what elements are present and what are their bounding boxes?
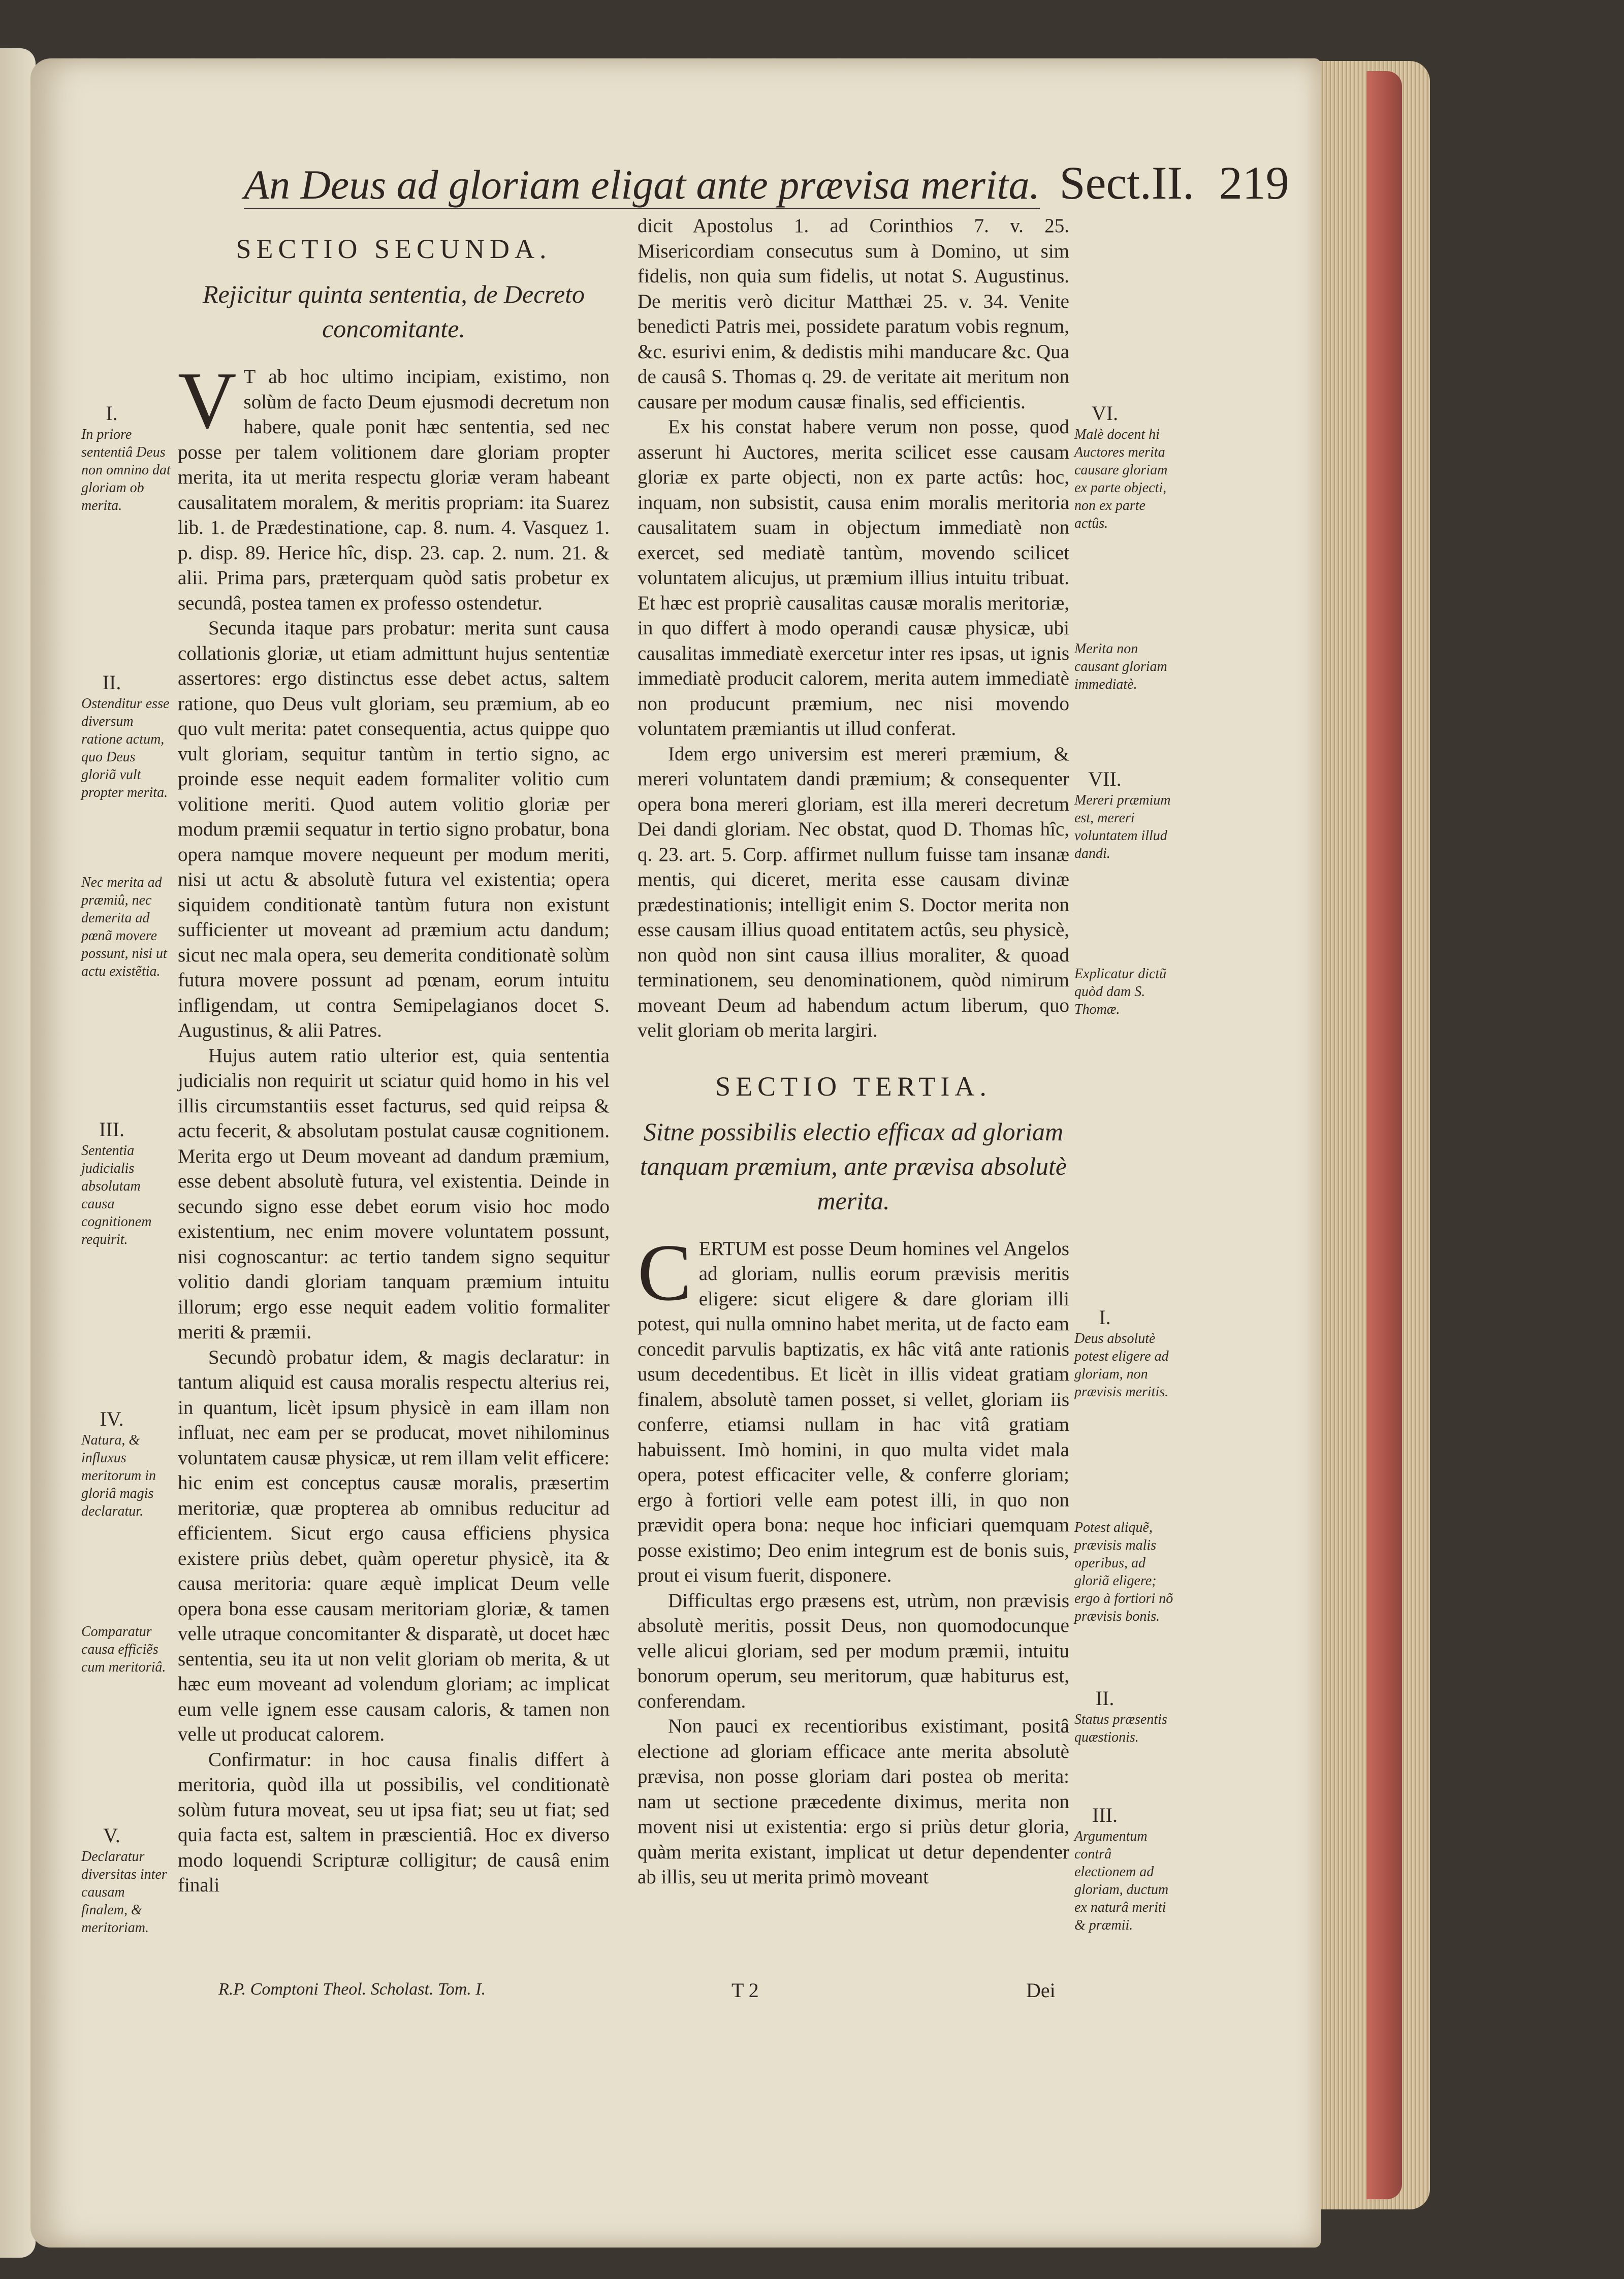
right-paragraph: Difficultas ergo præsens est, utrùm, non prævisis absolutè meritis, possit Deus, non quomodocunque velle alicui gloriam, sed per modum præmii, intuitu bonorum operum, seu meritorum, quæ habiturus est, conferendam. [638,1589,1069,1712]
left-section-subheading: Rejicitur quinta sententia, de Decreto concomitante. [202,280,585,343]
red-page-edge [1366,71,1402,2199]
signature-line: R.P. Comptoni Theol. Scholast. Tom. I. [218,1980,486,1999]
margin-note: Merita non causant gloriam immediatè. [1074,641,1167,692]
margin-note: IV. Natura, & influxus meritorum in gloriâ magis declaratur. [81,1407,156,1519]
dropcap: V [178,355,237,445]
right-paragraph: dicit Apostolus 1. ad Corinthios 7. v. 25. Misericordiam consecutus sum à Domino, ut sim fidelis, non quia sum fidelis, ut notat S. Augustinus. De meritis verò dicitur Matthæi 25. v. 34. Venite benedicti Patris mei, possidete paratum vobis regnum, &c. esurivi enim, & dedistis mihi manducare &c. Qua de causâ S. Thomas q. 29. de veritate ait meritum non causare per modum causæ finalis, sed efficientis. [638,215,1069,413]
dropcap: C [638,1227,692,1318]
running-head [244,155,1289,221]
right-paragraph: Non pauci ex recentioribus existimant, positâ electione ad gloriam efficace ante merita absolutè prævisa, non posse gloriam dari postea ob merita: nam ut sectione præcedente diximus, merita non movent nisi ut existentia: ergo si priùs detur gloria, quàm merita existant, implicat ut detur dependenter ab illis, seu ut merita primò moveant [638,1715,1069,1888]
left-paragraph: Secunda itaque pars probatur: merita sunt causa collationis gloriæ, ut etiam admittunt hujus sententiæ assertores: ergo distinctus esse debet actus, saltem ratione, quo Deus vult gloriam, seu præmium, ab eo quo vult merita: patet consequentia, actus quippe quo vult gloriam, sequitur tantùm in tertio signo, ac proinde esse nequit eadem formaliter volitio cum volitione meriti. Quod autem volitio gloriæ per modum præmii sequatur in tertio signo probatur, bona opera namque movere nequeunt per modum meriti, nisi ut actu & absolutè futura vel existentia; opera siquidem conditionatè tantùm futura non existunt sufficienter ut moveant ad præmium actu dandum; sicut nec mala opera, seu demerita conditionatè solùm futura movere possunt ad pœnam, eorum intuitu infligendam, ut contra Semipelagianos docet S. Augustinus, & alii Patres. [178,617,610,1041]
right-section-subheading: Sitne possibilis electio efficax ad gloriam tanquam præmium, ante prævisa absolutè merita. [640,1117,1067,1215]
margin-note: VII. Mereri præmium est, mereri voluntatem illud dandi. [1074,767,1171,861]
left-paragraph: Secundò probatur idem, & magis declaratur: in tantum aliquid est causa moralis respectu alterius rei, in quantum, licèt ipsum physicè in eam illam non influat, nec eam per se producat, movet nihilominus voluntatem causæ physicæ, ut rem illam velit efficere: hic enim est conceptus causæ moralis, præsertim meritoriæ, quæ propterea ab omnibus reducitur ad efficientem. Sicut ergo causa efficiens physica existere priùs debet, quàm operetur physicè, ita & causa meritoria: quare æquè implicat Deum velle opera bona esse causam meritoriam gloriæ, & tamen velle utraque concomitanter & disparatè, ut docet hæc sententia, seu ita ut non velit gloriam ob merita, & ut hæc eum moveant ad volendum gloriam; ac implicat eum velle ignem esse causam caloris, & tamen non velle ut producat calorem. [178,1346,610,1745]
left-paragraph: Hujus autem ratio ulterior est, quia sententia judicialis non requirit ut sciatur quid homo in his vel illis circumstantiis esset facturus, sed quid reipsa & actu fecerit, & absolutam postulat causæ cognitionem. Merita ergo ut Deum moveant ad dandum præmium, esse debent absolutè futura, vel existentia. Deinde in secundo signo esse debet eorum visio hoc modo existentium, nec enim movere voluntatem possunt, nisi cognoscantur: ac tertio tandem signo sequitur volitio dandi gloriam tanquam præmium intuitu illorum; ergo esse nequit eadem volitio formaliter meriti & præmii. [178,1044,610,1343]
right-section-heading: SECTIO TERTIA. [715,1071,992,1102]
left-paragraph: V T ab hoc ultimo incipiam, existimo, non solùm de facto Deum ejusmodi decretum non habere, quale ponit hæc sententia, sed nec posse per talem volitionem dare gloriam propter merita, ita ut merita respectu gloriæ veram habeant causalitatem moralem, & meritis propriam: ita Suarez lib. 1. de Prædestinatione, cap. 8. num. 4. Vasquez 1. p. disp. 89. Herice hîc, disp. 23. cap. 2. num. 21. & alii. Prima pars, præterquam quòd satis probetur ex secundâ, postea tamen ex professo ostendetur. [178,355,610,614]
margin-note: Potest aliquẽ, prævisis malis operibus, ad gloriã eligere; ergo à fortiori nõ prævisis bonis. [1074,1520,1173,1624]
margin-note: I. In priore sententiâ Deus non omnino dat gloriam ob merita. [81,402,171,513]
running-head-title: An Deus ad gloriam eligat ante prævisa merita. [244,162,1040,209]
margin-note: Nec merita ad præmiû, nec demerita ad pœnã movere possunt, nisi ut actu existẽtia. [81,875,167,979]
right-paragraph: CERTUM est posse Deum homines vel Angelos ad gloriam, nullis eorum prævisis meritis eligere: sicut eligere & dare gloriam illi potest, qui nulla omnino habet merita, ut de facto eam concedit parvulis baptizatis, ex hâc vitâ ante rationis usum decedentibus. Et licèt in illis videat gratiam finalem, absolutè tamen posset, si vellet, gloriam iis conferre, etiamsi nullam in hac vitâ gratiam habuissent. Imò homini, in quo multa videt mala opera, potest efficaciter velle, & conferre gloriam; ergo à fortiori velle eam potest illi, in quo non prævidit opera bona: neque hoc inficiari quemquam posse existimo; Deo enim integrum est de bonis suis, prout ei visum fuerit, disponere. [638,1227,1069,1586]
left-section-heading: SECTIO SECUNDA. [236,234,552,264]
page-number: 219 [1219,157,1289,209]
margin-note: Explicatur dictũ quòd dam S. Thomæ. [1074,966,1167,1017]
margin-note: VI. Malè docent hi Auctores merita causare gloriam ex parte objecti, non ex parte actûs. [1074,402,1168,531]
right-column [638,213,1069,1890]
left-paragraph: Confirmatur: in hoc causa finalis differt à meritoria, quòd illa ut possibilis, vel conditionatè solùm futura moveat, seu ut ipsa fiat; seu ut fiat; sed quia facta est, saltem in præscientiâ. Hoc ex diverso modo loquendi Scripturæ colligitur; de causâ enim finali [178,1748,610,1896]
running-head-section: Sect.II. [1059,157,1195,209]
right-paragraph: Ex his constat habere verum non posse, quod asserunt hi Auctores, merita scilicet esse causam gloriæ ex parte objecti, non ex parte actûs: hoc, inquam, non subsistit, causa enim moralis meritoria causalitatem suam in objectum immediatè non exercet, sed mediatè tantùm, movendo scilicet voluntatem alicujus, ut præmium illius intuitu tribuat. Et hæc est propriè causalitas causæ moralis meritoriæ, in quo differt à modo operandi causæ physicæ, ubi causalitas immediatè exercetur inter res ipsas, ut ignis immediatè producit calorem, merita autem immediatè non producunt præmium, nec nisi movendo voluntatem præmiantis ut illud conferat. [638,416,1069,740]
margin-note: V. Declaratur diversitas inter causam finalem, & meritoriam. [81,1824,167,1936]
signature-mark: T 2 [731,1979,759,2002]
right-paragraph: Idem ergo universim est mereri præmium, & mereri voluntatem dandi præmium; & consequenter opera bona mereri gloriam, est illa mereri decretum Dei dandi gloriam. Nec obstat, quod D. Thomas hîc, q. 23. art. 5. Corp. affirmet nullum fuisse tam insanæ mentis, qui diceret, merita esse causam divinæ prædestinationis; intelligit enim S. Doctor merita non esse causam illius quoad entitatem actûs, seu physicè, non quòd non sint causa illius moraliter, & quoad terminationem, seu denominationem, quòd nimirum moveant Deum ad habendum actum liberum, quo velit gloriam ob merita largiri. [638,743,1069,1041]
margin-note: III. Argumentum contrâ electionem ad gloriam, ductum ex naturâ meriti & præmii. [1074,1804,1169,1933]
left-column [178,231,610,1898]
margin-note: II. Status præsentis quæstionis. [1074,1687,1167,1745]
catchword: Dei [1026,1979,1056,2002]
margin-note: Comparatur causa efficiẽs cum meritoriâ. [81,1624,166,1675]
margin-note: III. Sententia judicialis absolutam causa cognitionem requirit. [81,1118,152,1247]
margin-note: I. Deus absolutè potest eligere ad gloriam, non prævisis meritis. [1074,1306,1169,1400]
margin-note: II. Ostenditur esse diversum ratione actum, quo Deus gloriã vult propter merita. [81,671,170,800]
